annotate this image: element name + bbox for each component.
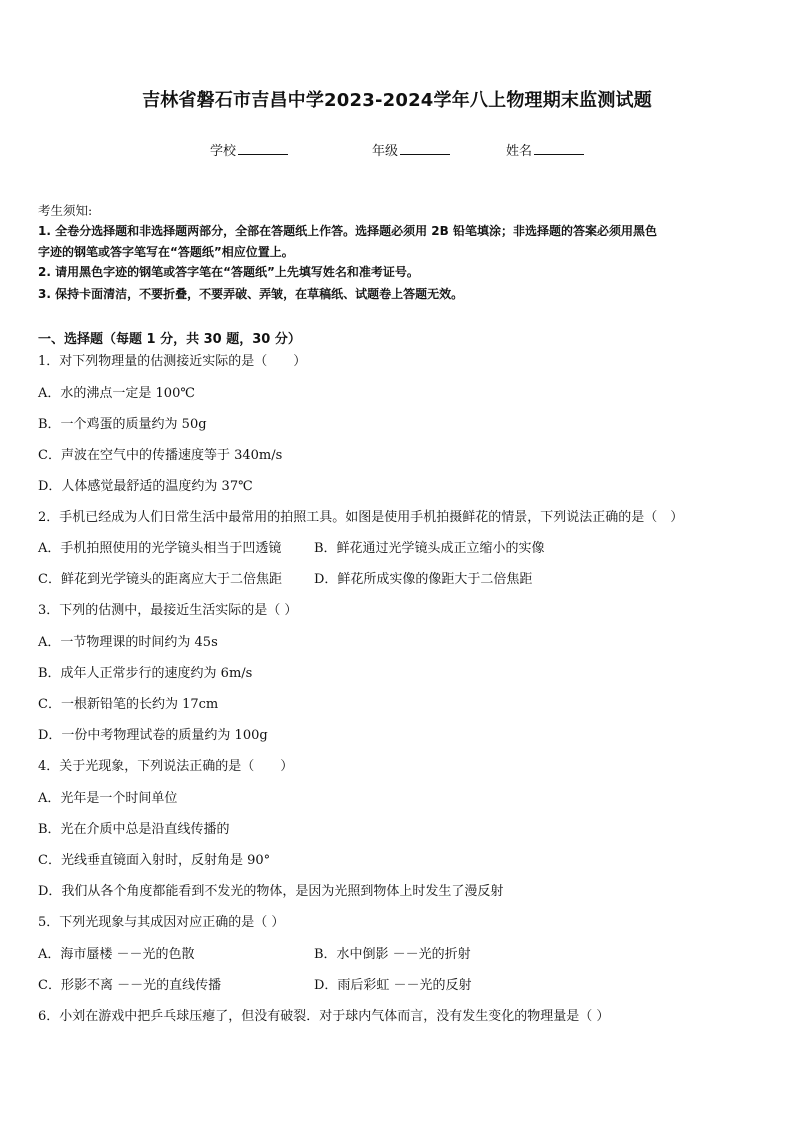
q2-option-d: D．鲜花所成实像的像距大于二倍焦距 bbox=[314, 572, 533, 587]
school-label: 学校 bbox=[210, 144, 237, 159]
q1-option-a: A．水的沸点一定是 100℃ bbox=[38, 386, 195, 401]
exam-title: 吉林省磐石市吉昌中学2023-2024学年八上物理期末监测试题 bbox=[142, 90, 652, 111]
q1-option-c: C．声波在空气中的传播速度等于 340m/s bbox=[38, 448, 283, 463]
q5-stem: 5．下列光现象与其成因对应正确的是（ ） bbox=[38, 915, 285, 930]
q2-stem: 2．手机已经成为人们日常生活中最常用的拍照工具。如图是使用手机拍摄鲜花的情景，下列说法正确的是（ ） bbox=[38, 510, 684, 525]
name-label: 姓名 bbox=[506, 144, 533, 159]
q4-option-b: B．光在介质中总是沿直线传播的 bbox=[38, 822, 230, 837]
q6-stem: 6．小刘在游戏中把乒乓球压瘪了，但没有破裂．对于球内气体而言，没有发生变化的物理量是（ ） bbox=[38, 1009, 610, 1024]
q3-option-c: C．一根新铅笔的长约为 17cm bbox=[38, 697, 219, 712]
notice-item: 2. 请用黑色字迹的钢笔或答字笔在“答题纸”上先填写姓名和准考证号。 bbox=[38, 265, 419, 279]
q2-option-c: C．鲜花到光学镜头的距离应大于二倍焦距 bbox=[38, 572, 282, 587]
name-field[interactable] bbox=[506, 140, 584, 159]
q3-option-a: A．一节物理课的时间约为 45s bbox=[38, 635, 218, 650]
grade-label: 年级 bbox=[372, 144, 399, 159]
grade-blank[interactable] bbox=[400, 142, 450, 155]
notice-item: 3. 保持卡面清洁，不要折叠，不要弄破、弄皱，在草稿纸、试题卷上答题无效。 bbox=[38, 287, 464, 301]
q1-option-d: D．人体感觉最舒适的温度约为 37℃ bbox=[38, 479, 253, 494]
q3-stem: 3．下列的估测中，最接近生活实际的是（ ） bbox=[38, 603, 298, 618]
school-field[interactable] bbox=[210, 140, 288, 159]
notice-heading: 考生须知: bbox=[38, 203, 93, 218]
q4-option-d: D．我们从各个角度都能看到不发光的物体，是因为光照到物体上时发生了漫反射 bbox=[38, 884, 504, 899]
q3-option-d: D．一份中考物理试卷的质量约为 100g bbox=[38, 728, 268, 743]
school-blank[interactable] bbox=[238, 142, 288, 155]
notice-item: 字迹的钢笔或答字笔写在“答题纸”相应位置上。 bbox=[38, 245, 294, 259]
q5-option-c: C．形影不离 －－光的直线传播 bbox=[38, 978, 222, 993]
grade-field[interactable] bbox=[372, 140, 450, 159]
q4-option-c: C．光线垂直镜面入射时，反射角是 90° bbox=[38, 853, 271, 868]
q4-option-a: A．光年是一个时间单位 bbox=[38, 791, 178, 806]
q1-stem: 1．对下列物理量的估测接近实际的是（ ） bbox=[38, 354, 307, 369]
q3-option-b: B．成年人正常步行的速度约为 6m/s bbox=[38, 666, 253, 681]
q1-option-b: B．一个鸡蛋的质量约为 50g bbox=[38, 417, 207, 432]
q2-option-b: B．鲜花通过光学镜头成正立缩小的实像 bbox=[314, 541, 545, 556]
q4-stem: 4．关于光现象，下列说法正确的是（ ） bbox=[38, 759, 294, 774]
name-blank[interactable] bbox=[534, 142, 584, 155]
q2-option-a: A．手机拍照使用的光学镜头相当于凹透镜 bbox=[38, 541, 282, 556]
q5-option-a: A．海市蜃楼 －－光的色散 bbox=[38, 947, 195, 962]
q5-option-d: D．雨后彩虹 －－光的反射 bbox=[314, 978, 472, 993]
section-title: 一、选择题（每题 1 分，共 30 题，30 分） bbox=[38, 332, 301, 347]
notice-item: 1. 全卷分选择题和非选择题两部分，全部在答题纸上作答。选择题必须用 2B 铅笔填涂；非选择题的答案必须用黑色 bbox=[38, 224, 657, 238]
q5-option-b: B．水中倒影 －－光的折射 bbox=[314, 947, 471, 962]
